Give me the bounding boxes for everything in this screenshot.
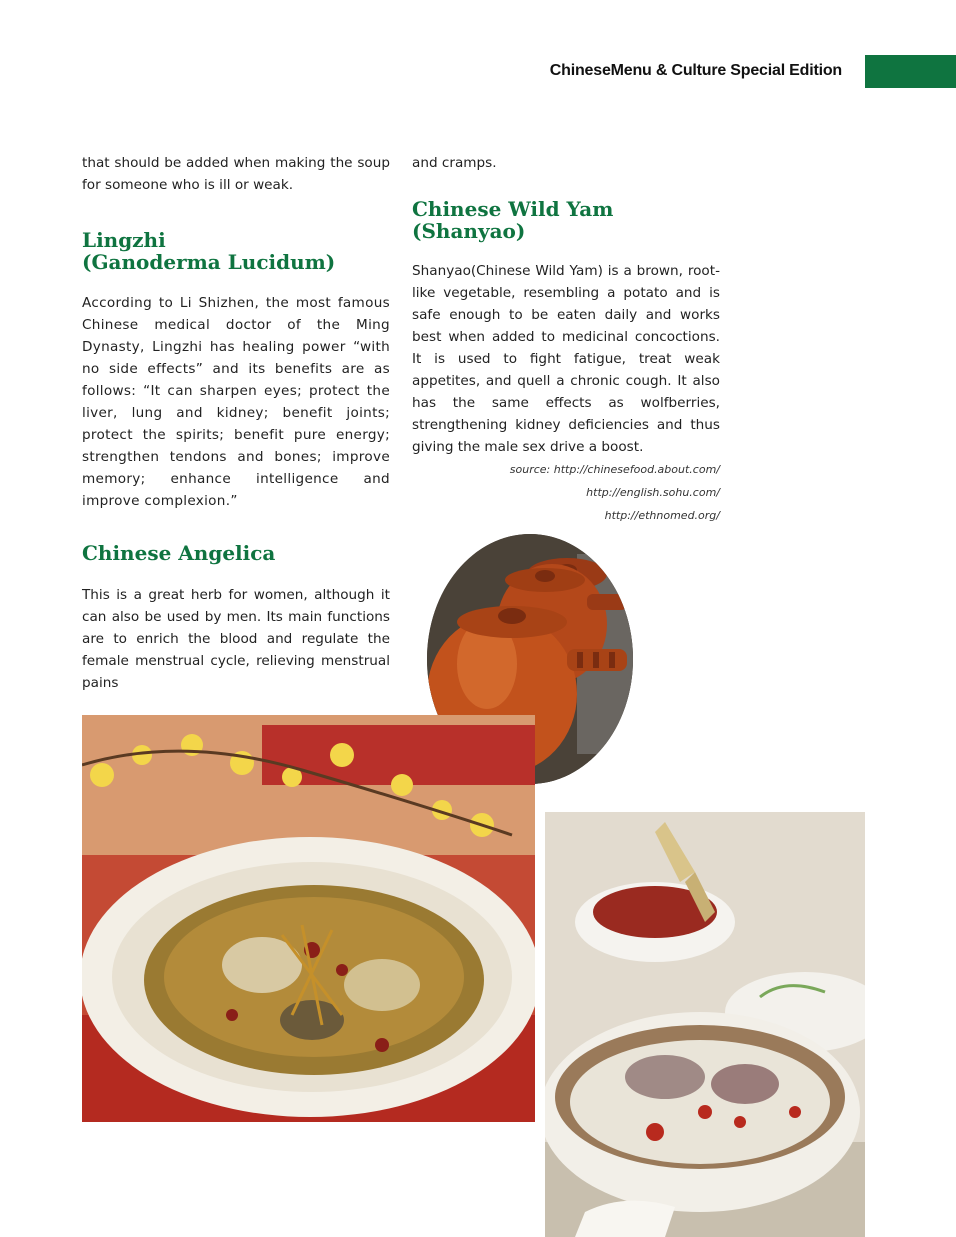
right-column — [412, 152, 720, 458]
page-header-title: ChineseMenu & Culture Special Edition — [549, 62, 842, 79]
lingzhi-heading-line2: (Ganoderma Lucidum) — [82, 250, 336, 274]
intro-paragraph: that should be added when making the soup for someone who is ill or weak. — [82, 155, 390, 193]
lingzhi-heading-line1: Lingzhi — [82, 228, 166, 252]
left-column — [82, 152, 390, 694]
lingzhi-heading — [82, 229, 390, 273]
herbal-soup-photo — [82, 715, 535, 1122]
continuation-paragraph: and cramps. — [412, 155, 497, 171]
wild-yam-paragraph: Shanyao(Chinese Wild Yam) is a brown, root-like vegetable, resembling a potato and is safe enough to be eaten daily and works best when added to medicinal concoctions. It is used to fight fatigue, treat weak appetites, and quell a chronic cough. It also has the same effects as wolfberries, strengthening kidney deficiencies and thus giving the male sex drive a boost. — [412, 263, 720, 455]
lingzhi-paragraph: According to Li Shizhen, the most famous Chinese medical doctor of the Ming Dynasty, Lingzhi has healing power “with no side effects” and its benefits are as follows: “It can sharpen eyes; protect the liver, lung and kidney; benefit joints; protect the spirits; benefit pure energy; strengthen tendons and bones; improve memory; enhance intelligence and improve complexion.” — [82, 295, 390, 509]
source-line-1: source: http://chinesefood.about.com/ — [509, 463, 720, 476]
angelica-paragraph: This is a great herb for women, although it can also be used by men. Its main functions are to enrich the blood and regulate the female menstrual cycle, relieving menstrual pains — [82, 587, 390, 691]
header-accent-bar — [865, 55, 956, 88]
sources-block — [412, 458, 720, 527]
angelica-heading: Chinese Angelica — [82, 541, 276, 565]
source-line-3: http://ethnomed.org/ — [604, 509, 720, 522]
congee-bowl-photo — [545, 812, 865, 1237]
wild-yam-heading: Chinese Wild Yam (Shanyao) — [412, 197, 614, 243]
source-line-2: http://english.sohu.com/ — [586, 486, 720, 499]
